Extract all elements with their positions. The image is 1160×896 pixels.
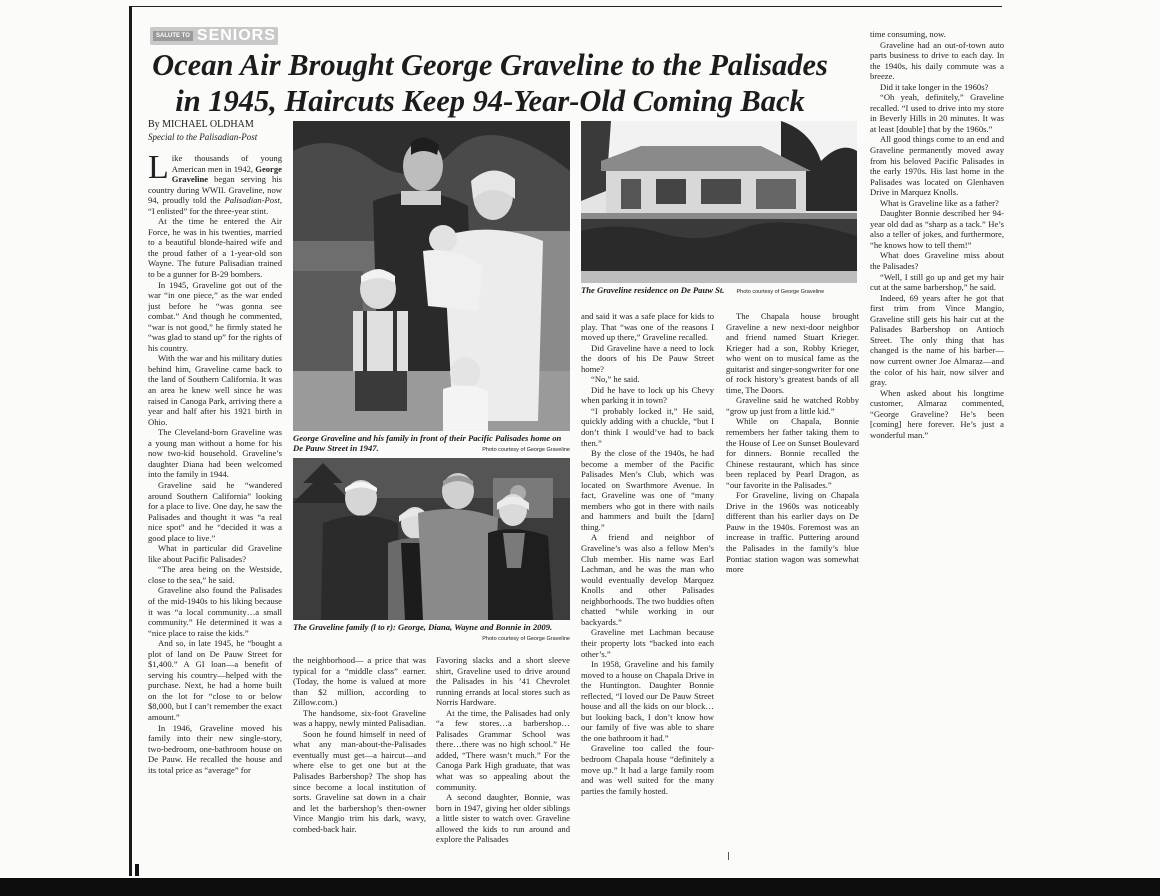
scan-bottom-edge — [0, 878, 1160, 896]
photo2-credit: Photo courtesy of George Graveline — [482, 636, 570, 642]
byline-affiliation: Special to the Palisadian-Post — [148, 132, 258, 142]
column-6 — [870, 29, 1004, 519]
col4-paragraph: A friend and neighbor of Graveline’s was also a fellow Men’s Club member. His name was Earl Lachman, and he was the man who would eventually develop Marquez Knolls and other Palisades neighborhoods. The two buddies often chatted “while working in our backyards.” — [581, 532, 714, 627]
col1-paragraph: Graveline said he “wandered around Southern California” looking for a place to live. One day, he saw the Palisades and thought it was “a real nice spot” and he “decided it was a good place to live.” — [148, 479, 282, 543]
lead-name: George Graveline — [171, 163, 282, 185]
badge-small-text: SALUTE TO — [153, 31, 193, 42]
col6-paragraph: All good things come to an end and Graveline permanently moved away from his beloved Pacific Palisades in the early 1970s. His last home in the Palisades was located on Glenhaven Drive in Marquez Knolls. — [870, 134, 1004, 198]
col6-paragraph: Graveline had an out-of-town auto parts business to drive to each day. In the 1940s, his daily commute was a breeze. — [870, 39, 1004, 82]
lead-pub: Palisadian-Post — [224, 195, 280, 206]
col6-paragraph: “Well, I still go up and get my hair cut at the same barbershop,” he said. — [870, 271, 1004, 293]
photo3-caption-text: The Graveline residence on De Pauw St. — [581, 285, 725, 295]
lead-end: , “I enlisted” for the three-year stint. — [148, 195, 282, 216]
col2-paragraph: The handsome, six-foot Graveline was a happy, newly minted Palisadian. — [293, 707, 426, 729]
family-2009-image — [293, 458, 570, 620]
photo-residence — [581, 121, 857, 283]
col1-paragraph: And so, in late 1945, he “bought a plot of land on De Pauw Street for $1,400.” A GI loan—a benefit of serving his country—helped with the purchase. Next, he had a home built on the lot for “close to or below $8,000, but I can’t remember the exact amount.” — [148, 638, 282, 722]
col6-paragraph: When asked about his longtime customer, Almaraz commented, “George Graveline? He’s been [coming] here forever. He’s just a wonderful man.” — [870, 387, 1004, 440]
stray-mark — [728, 852, 729, 860]
photo1-caption-text: George Graveline and his family in front of their Pacific Palisades home on De Pauw Street in 1947. — [293, 433, 562, 453]
photo3-credit: Photo courtesy of George Graveline — [736, 289, 825, 295]
col4-paragraph: Did Graveline have a need to lock the doors of his De Pauw Street home? — [581, 342, 714, 374]
lead-paragraph — [148, 153, 282, 216]
column-1 — [148, 153, 282, 871]
col1-paragraph: In 1945, Graveline got out of the war “in one piece,” as the war ended just before he “was gonna see combat.” And though he commented, “war is not good,” he firmly stated he “was glad to stand up” for the rights of his country. — [148, 279, 282, 353]
lead-text: ike thousands of young American men in 1942, — [171, 153, 282, 174]
residence-image — [581, 121, 857, 283]
photo-family-1947 — [293, 121, 570, 431]
col5-paragraph: Graveline said he watched Robby “grow up just from a little kid.” — [726, 395, 859, 416]
col1-paragraph: The Cleveland-born Graveline was a young man without a home for his now two-kid household. Graveline’s daughter Diana had been welcomed into the family in 1944. — [148, 427, 282, 480]
col4-paragraph: In 1958, Graveline and his family moved to a house on Chapala Drive in the Huntington. Daughter Bonnie reflected, “I loved our De Pauw Street house and all the kids on our block…but looking back, I don’t know how our family of five was able to share the one bathroom it had.” — [581, 659, 714, 743]
byline — [148, 119, 288, 143]
top-rule — [132, 6, 1002, 7]
col5-paragraph: While on Chapala, Bonnie remembers her father taking them to the House of Lee on Sunset Boulevard for dinners. Bonnie recalled the Chinese restaurant, which has since been replaced by Pearl Dragon, as “our favorite in the Palisades.” — [726, 416, 859, 490]
col4-paragraph: “I probably locked it,” He said, quickly adding with a chuckle, “but I don’t think I would’ve had to back then.” — [581, 405, 714, 448]
col6-paragraph: time consuming, now. — [870, 29, 946, 39]
col4-paragraph: Graveline met Lachman because their property lots “backed into each other’s.” — [581, 627, 714, 659]
col5-paragraph: The Chapala house brought Graveline a new next-door neighbor and friend named Stuart Krieger. Krieger had a son, Robby Krieger, who went on to musical fame as the guitarist and singer-songwriter for one of rock history’s greatest bands of all time, The Doors. — [726, 311, 859, 395]
family-1947-image — [293, 121, 570, 431]
col1-paragraph: What in particular did Graveline like about Pacific Palisades? — [148, 543, 282, 564]
col3-paragraph: A second daughter, Bonnie, was born in 1947, giving her older siblings a little sister to watch over. Graveline allowed the kids to run around and explore the Palisades — [436, 792, 570, 845]
column-3 — [436, 655, 570, 871]
col6-paragraph: “Oh yeah, definitely,” Graveline recalled. “I used to drive into my store in Beverly Hills in 20 minutes. It was at least [double] that by the 1960s.” — [870, 92, 1004, 134]
col2-paragraph: Soon he found himself in need of what any man-about-the-Palisades eventually must get—a haircut—and where else to get one but at the Palisades Barbershop? The shop has since become a local institution of sorts. Graveline sat down in a chair and let the barbershop’s then-owner Vince Mangio trim his dark, wavy, combed-back hair. — [293, 728, 426, 834]
col4-paragraph: By the close of the 1940s, he had become a member of the Pacific Palisades Men’s Club, which was located on Swarthmore Avenue. In fact, Graveline was one of “many members who got in there with nails and hammers and built the [darn] thing.” — [581, 448, 714, 532]
col6-paragraph: What is Graveline like as a father? — [880, 197, 999, 208]
photo2-caption — [293, 622, 570, 644]
col6-paragraph: Did it take longer in the 1960s? — [880, 81, 989, 92]
photo-family-2009 — [293, 458, 570, 620]
dropcap: L — [148, 153, 169, 186]
col1-paragraph: With the war and his military duties behind him, Graveline came back to the land of Southern California. It was an area he knew well since he was raised in Canoga Park, arriving there a year and half after his 1921 birth in Ohio. — [148, 353, 282, 427]
scan-edge-bar — [129, 6, 132, 876]
col4-paragraph: and said it was a safe place for kids to play. That “was one of the reasons I moved up there,” Graveline recalled. — [581, 311, 714, 343]
photo3-caption — [581, 285, 859, 297]
col1-paragraph: Graveline also found the Palisades of the mid-1940s to his liking because it was “a local community…a small community.” He determined it was a “nice place to raise the kids.” — [148, 585, 282, 638]
col3-paragraph: Favoring slacks and a short sleeve shirt, Graveline used to drive around the Palisades in his ’41 Chevrolet running errands at local stores such as Norris Hardware. — [436, 655, 570, 708]
col1-paragraph: “The area being on the Westside, close to the sea,” he said. — [148, 564, 282, 585]
col5-paragraph: For Graveline, living on Chapala Drive in the 1960s was noticeably different than his earlier days on De Pauw in the 1940s. Foremost was an increase in traffic. Puttering around the Palisades in the family’s blue Pontiac station wagon was somewhat more — [726, 490, 859, 575]
lead-tail: began serving his country during WWII. Graveline, now 94, proudly told the — [148, 174, 282, 206]
col6-paragraph: What does Graveline miss about the Palisades? — [870, 250, 1004, 272]
col6-paragraph: Daughter Bonnie described her 94-year old dad as “sharp as a tack.” He’s also a teller of jokes, and furthermore, “he knows how to tell them!” — [870, 208, 1004, 250]
byline-author: By MICHAEL OLDHAM — [148, 119, 254, 130]
column-2 — [293, 655, 426, 871]
column-5 — [726, 311, 859, 625]
col4-paragraph: Did he have to lock up his Chevy when parking it in town? — [581, 384, 714, 406]
photo1-caption — [293, 433, 570, 455]
photo1-credit: Photo courtesy of George Graveline — [482, 447, 570, 453]
badge-big-text: SENIORS — [196, 27, 276, 44]
col3-paragraph: At the time, the Palisades had only “a few stores…a barbershop…Palisades Grammar School was there…there was no high school.” He added, “There wasn’t much.” For the Canoga Park High graduate, that was what was so appealing about the community. — [436, 707, 570, 792]
col4-paragraph: Graveline too called the four-bedroom Chapala house “definitely a move up.” It had a large family room and was well suited for the many parties the family hosted. — [581, 743, 714, 796]
col6-paragraph: Indeed, 69 years after he got that first trim from Vince Mangio, Graveline still gets his hair cut at the Palisades Barbershop on Antioch Street. The only thing that has changed is the name of his barber—now current owner Joe Almaraz—and the color of his hair, now silver and gray. — [870, 292, 1004, 388]
col2-paragraph: the neighborhood— a price that was typical for a “middle class” earner. (Today, the home is valued at more than $2 million, according to Zillow.com.) — [293, 655, 426, 708]
headline: Ocean Air Brought George Graveline to the Palisades in 1945, Haircuts Keep 94-Year-Old Coming Back — [152, 48, 828, 118]
scan-mark — [135, 864, 139, 876]
section-badge — [150, 27, 278, 45]
column-4 — [581, 311, 714, 871]
col4-paragraph: “No,” he said. — [591, 374, 640, 385]
col1-paragraph: At the time he entered the Air Force, he was in his twenties, married to a beautiful blonde-haired wife and the proud father of a 1-year-old son Wayne. The future Palisadian trained to be a gunner for B-29 bombers. — [148, 216, 282, 280]
photo2-caption-text: The Graveline family (l to r): George, Diana, Wayne and Bonnie in 2009. — [293, 622, 553, 632]
col1-paragraph: In 1946, Graveline moved his family into their new single-story, two-bedroom, one-bathroom house on De Pauw. He recalled the house and its total price as “average” for — [148, 722, 282, 775]
